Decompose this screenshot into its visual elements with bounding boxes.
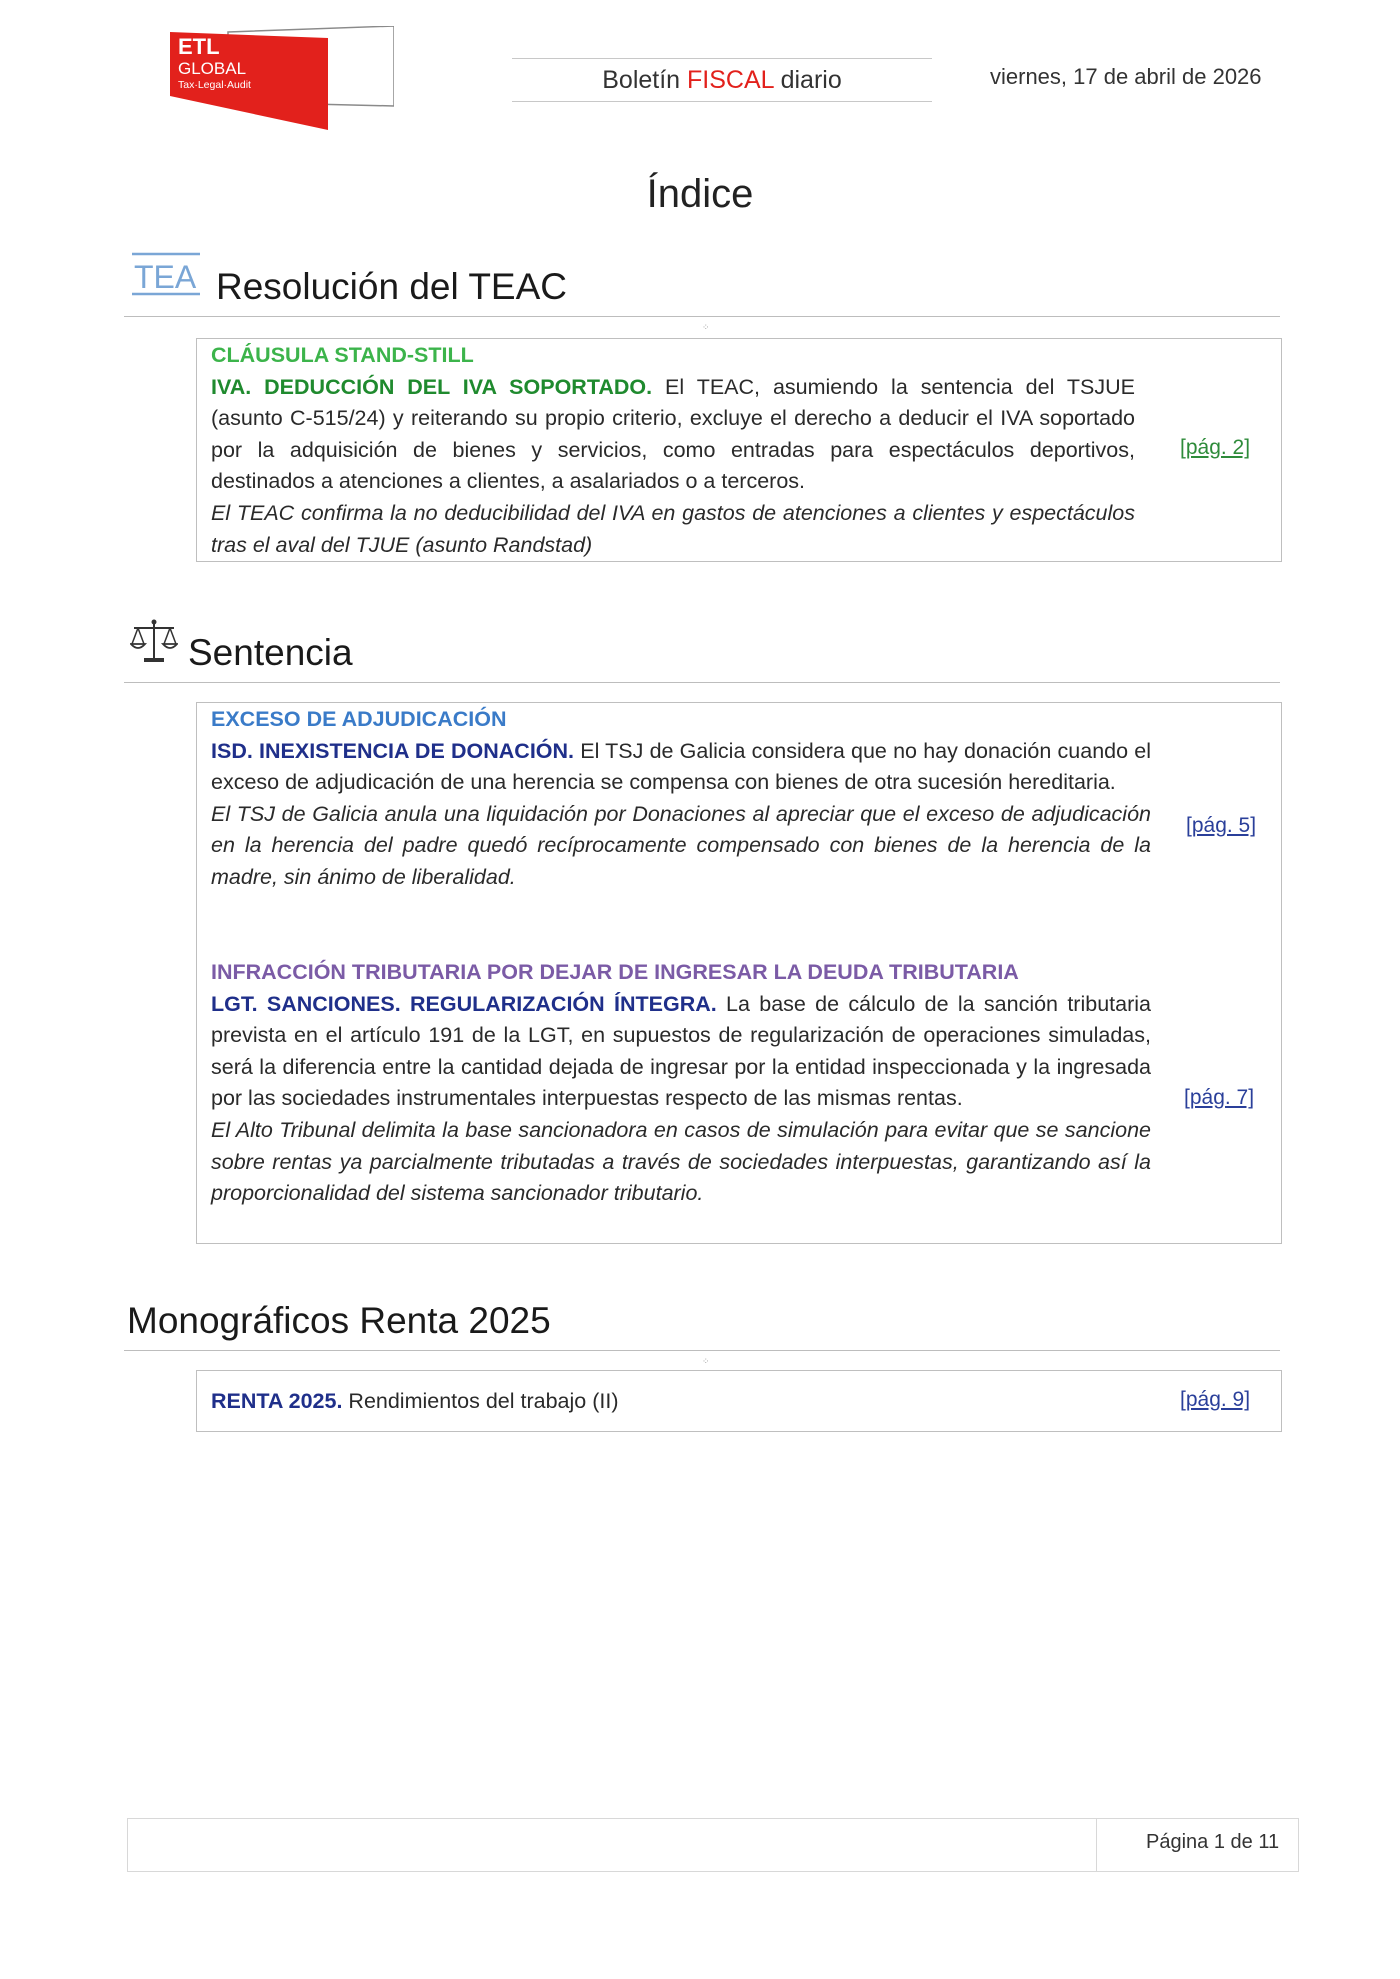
entry-lead: RENTA 2025.	[211, 1389, 343, 1413]
entry-kicker: EXCESO DE ADJUDICACIÓN	[211, 707, 507, 731]
entry-summary: El TEAC confirma la no deducibilidad del IVA en gastos de atenciones a clientes y espectáculos tras el aval del TJUE (asunto Randstad)	[211, 500, 1135, 557]
page-link-sentencia-1[interactable]: [pág. 5]	[1186, 814, 1257, 837]
logo-line-3: Tax·Legal·Audit	[178, 79, 251, 91]
boletin-pre: Boletín	[602, 66, 688, 94]
etl-global-logo	[168, 26, 394, 130]
section-divider	[124, 316, 1280, 317]
boletin-title	[512, 58, 932, 102]
section-divider	[124, 1350, 1280, 1351]
entry-lead: LGT. SANCIONES. REGULARIZACIÓN ÍNTEGRA.	[211, 991, 717, 1016]
entry-summary: El TSJ de Galicia anula una liquidación por Donaciones al apreciar que el exceso de adjudicación en la herencia del padre quedó recíprocamente compensado con bienes de la herencia de la madre, sin ánimo de liberalidad.	[211, 801, 1151, 889]
scales-icon	[130, 616, 178, 668]
section-title-monograficos: Monográficos Renta 2025	[127, 1300, 551, 1341]
anchor-icon: ⁘	[702, 1356, 710, 1366]
entry-lead: ISD. INEXISTENCIA DE DONACIÓN.	[211, 738, 575, 763]
page-number: Página 1 de 11	[1146, 1831, 1280, 1853]
header-date: viernes, 17 de abril de 2026	[990, 64, 1262, 89]
monograficos-entry	[211, 1386, 1111, 1418]
entry-body: Rendimientos del trabajo (II)	[342, 1389, 619, 1413]
entry-body: El TSJ de Galicia considera que no hay donación cuando el exceso de adjudicación de una herencia se compensa con bienes de otra sucesión hereditaria.	[211, 738, 1151, 795]
section-divider	[124, 682, 1280, 683]
logo-line-2: GLOBAL	[178, 59, 247, 78]
section-title-teac: Resolución del TEAC	[216, 266, 567, 307]
footer-box	[127, 1818, 1299, 1872]
tea-icon-text: TEA	[134, 259, 197, 295]
entry-lead: IVA. DEDUCCIÓN DEL IVA SOPORTADO.	[211, 374, 653, 399]
anchor-icon: ⁘	[702, 322, 710, 332]
teac-entry	[211, 340, 1135, 561]
page-link-monograficos[interactable]: [pág. 9]	[1180, 1388, 1251, 1411]
entry-kicker: CLÁUSULA STAND-STILL	[211, 343, 474, 367]
entry-kicker: INFRACCIÓN TRIBUTARIA POR DEJAR DE INGRESAR LA DEUDA TRIBUTARIA	[211, 960, 1019, 984]
section-title-sentencia: Sentencia	[188, 632, 353, 673]
page-title: Índice	[646, 172, 754, 216]
sentencia-entry-2	[211, 957, 1151, 1210]
logo-graphic	[168, 26, 394, 130]
entry-summary: El Alto Tribunal delimita la base sancionadora en casos de simulación para evitar que se sancione sobre rentas ya parcialmente tributadas a través de sociedades interpuestas, garantizando así la proporcionalidad del sistema sancionador tributario.	[211, 1117, 1151, 1206]
page-link-teac[interactable]: [pág. 2]	[1180, 436, 1251, 459]
footer-divider	[1096, 1818, 1097, 1872]
entry-body: La base de cálculo de la sanción tributaria prevista en el artículo 191 de la LGT, en supuestos de regularización de operaciones simuladas, será la diferencia entre la cantidad dejada de ingresar por la entidad inspeccionada y la ingresada por las sociedades instrumentales interpuestas respecto de las mismas rentas.	[211, 991, 1151, 1111]
entry-body: El TEAC, asumiendo la sentencia del TSJUE (asunto C-515/24) y reiterando su propio criterio, excluye el derecho a deducir el IVA soportado por la adquisición de bienes y servicios, como entradas para espectáculos deportivos, destinados a atenciones a clientes, a asalariados o a terceros.	[211, 374, 1135, 494]
boletin-accent: FISCAL	[687, 66, 774, 94]
tea-icon	[130, 250, 202, 298]
logo-line-1: ETL	[178, 34, 220, 59]
boletin-post: diario	[773, 66, 842, 94]
sentencia-entry-1	[211, 704, 1151, 894]
page-link-sentencia-2[interactable]: [pág. 7]	[1184, 1086, 1255, 1109]
